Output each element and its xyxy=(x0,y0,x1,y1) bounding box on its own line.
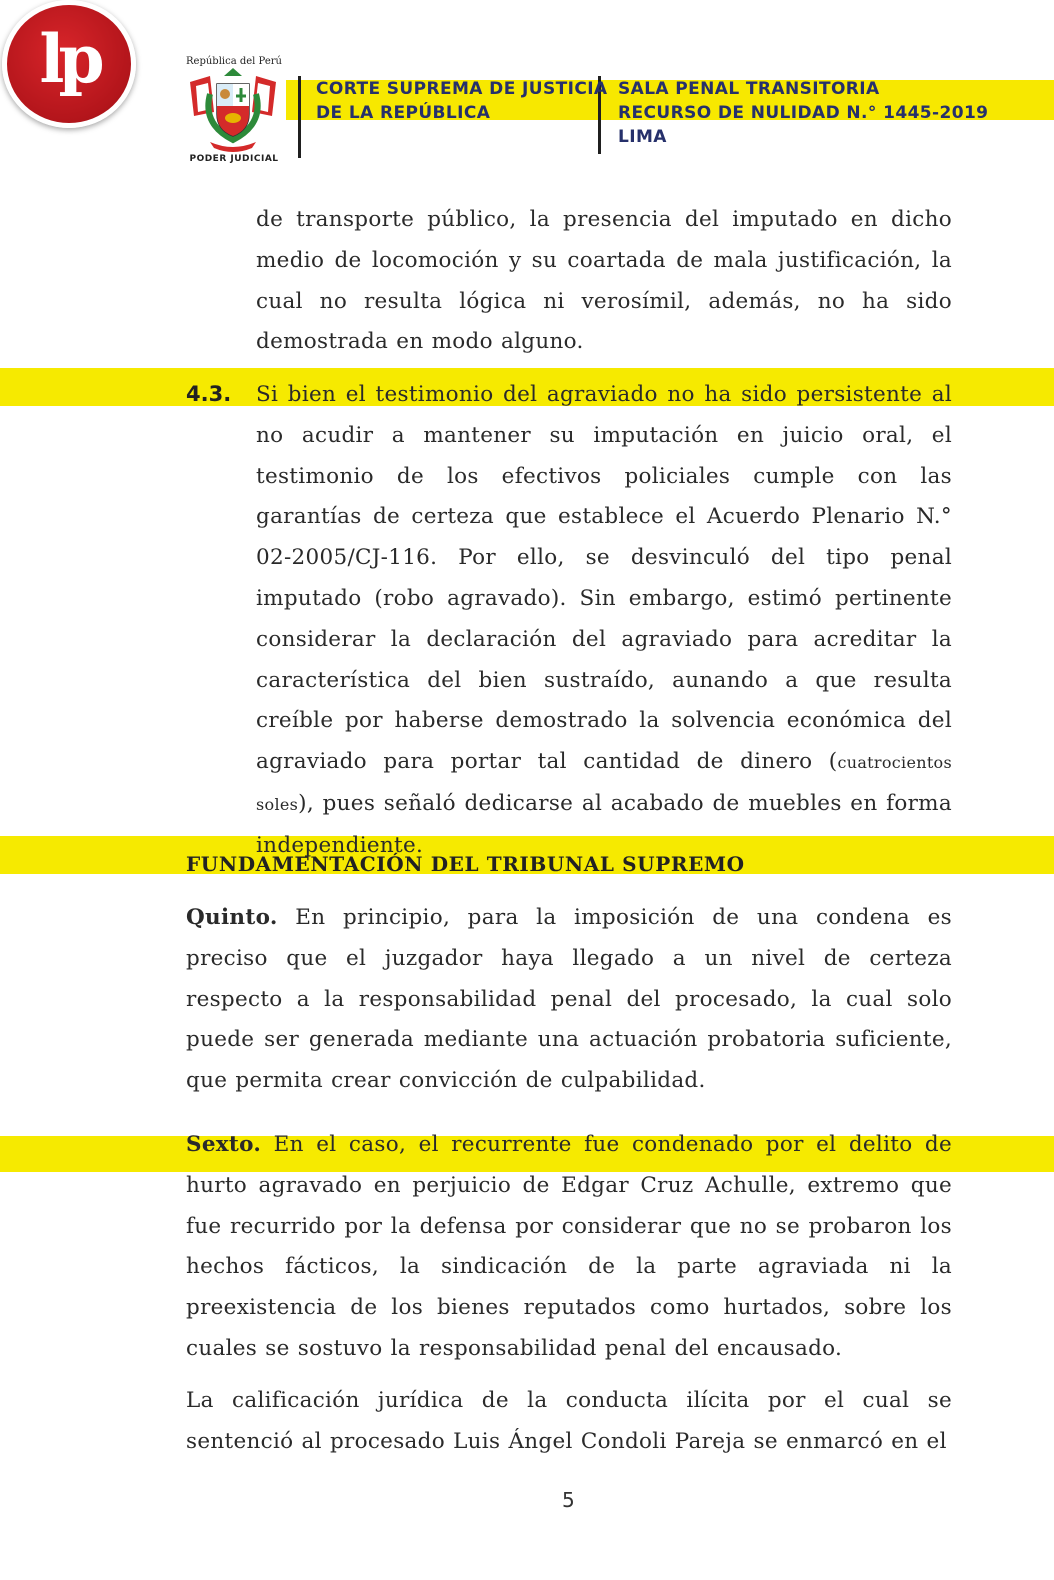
sexto-label: Sexto. xyxy=(186,1132,262,1157)
seal-bottom-text: PODER JUDICIAL xyxy=(189,154,279,164)
lp-logo xyxy=(2,0,136,128)
court-name-line1: CORTE SUPREMA DE JUSTICIA xyxy=(316,79,608,99)
item-number-4-3: 4.3. xyxy=(186,382,232,406)
case-info xyxy=(618,77,988,149)
court-name-line2: DE LA REPÚBLICA xyxy=(316,103,491,123)
header-divider-left xyxy=(298,76,301,158)
quinto-label: Quinto. xyxy=(186,905,278,930)
quinto-text: En principio, para la imposición de una condena es preciso que el juzgador haya llegado a un nivel de certeza respecto a la responsabilidad penal del procesado, la cual solo puede ser generada mediante una actuación probatoria suficiente, que permita crear convicción de culpabilidad. xyxy=(186,905,952,1094)
page-number: 5 xyxy=(562,1488,575,1512)
court-name xyxy=(316,77,607,125)
seal-top-text: República del Perú xyxy=(186,56,282,67)
chamber-name: SALA PENAL TRANSITORIA xyxy=(618,79,880,99)
case-number: RECURSO DE NULIDAD N.° 1445-2019 xyxy=(618,103,989,123)
paragraph-quinto xyxy=(186,898,952,1102)
section-title: FUNDAMENTACIÓN DEL TRIBUNAL SUPREMO xyxy=(186,852,745,876)
lp-logo-text: lp xyxy=(39,20,99,98)
paragraph-continued: de transporte público, la presencia del imputado en dicho medio de locomoción y su coartada de mala justificación, la cual no resulta lógica ni verosímil, además, no ha sido demostrada en modo alguno. xyxy=(256,207,952,355)
paragraph-calificacion: La calificación jurídica de la conducta ilícita por el cual se sentenció al procesado Luis Ángel Condoli Pareja se enmarcó en el xyxy=(186,1388,952,1454)
case-city: LIMA xyxy=(618,127,667,147)
paragraph-sexto xyxy=(186,1125,952,1370)
paragraph-4-3-amount: cuatrocientos soles xyxy=(256,753,952,814)
paragraph-4-3-text-b: ), pues señaló dedicarse al acabado de muebles en forma independiente. xyxy=(256,790,952,858)
coat-of-arms-icon xyxy=(180,54,286,166)
paragraph-4-3 xyxy=(256,375,952,867)
sexto-text: En el caso, el recurrente fue condenado por el delito de hurto agravado en perjuicio de Edgar Cruz Achulle, extremo que fue recurrido por la defensa por considerar que no se probaron los hechos fácticos, la sindicación de la parte agraviada ni la preexistencia de los bienes reputados como hurtados, sobre los cuales se sostuvo la responsabilidad penal del encausado. xyxy=(186,1132,952,1361)
paragraph-4-3-text-a: Si bien el testimonio del agraviado no ha sido persistente al no acudir a mantener su imputación en juicio oral, el testimonio de los efectivos policiales cumple con las garantías de certeza que establece el Acuerdo Plenario N.° 02-2005/CJ-116. Por ello, se desvinculó del tipo penal imputado (robo agravado). Sin embargo, estimó pertinente considerar la declaración del agraviado para acreditar la característica del bien sustraído, aunando a que resulta creíble por haberse demostrado la solvencia económica del agraviado para portar tal cantidad de dinero ( xyxy=(256,382,952,775)
